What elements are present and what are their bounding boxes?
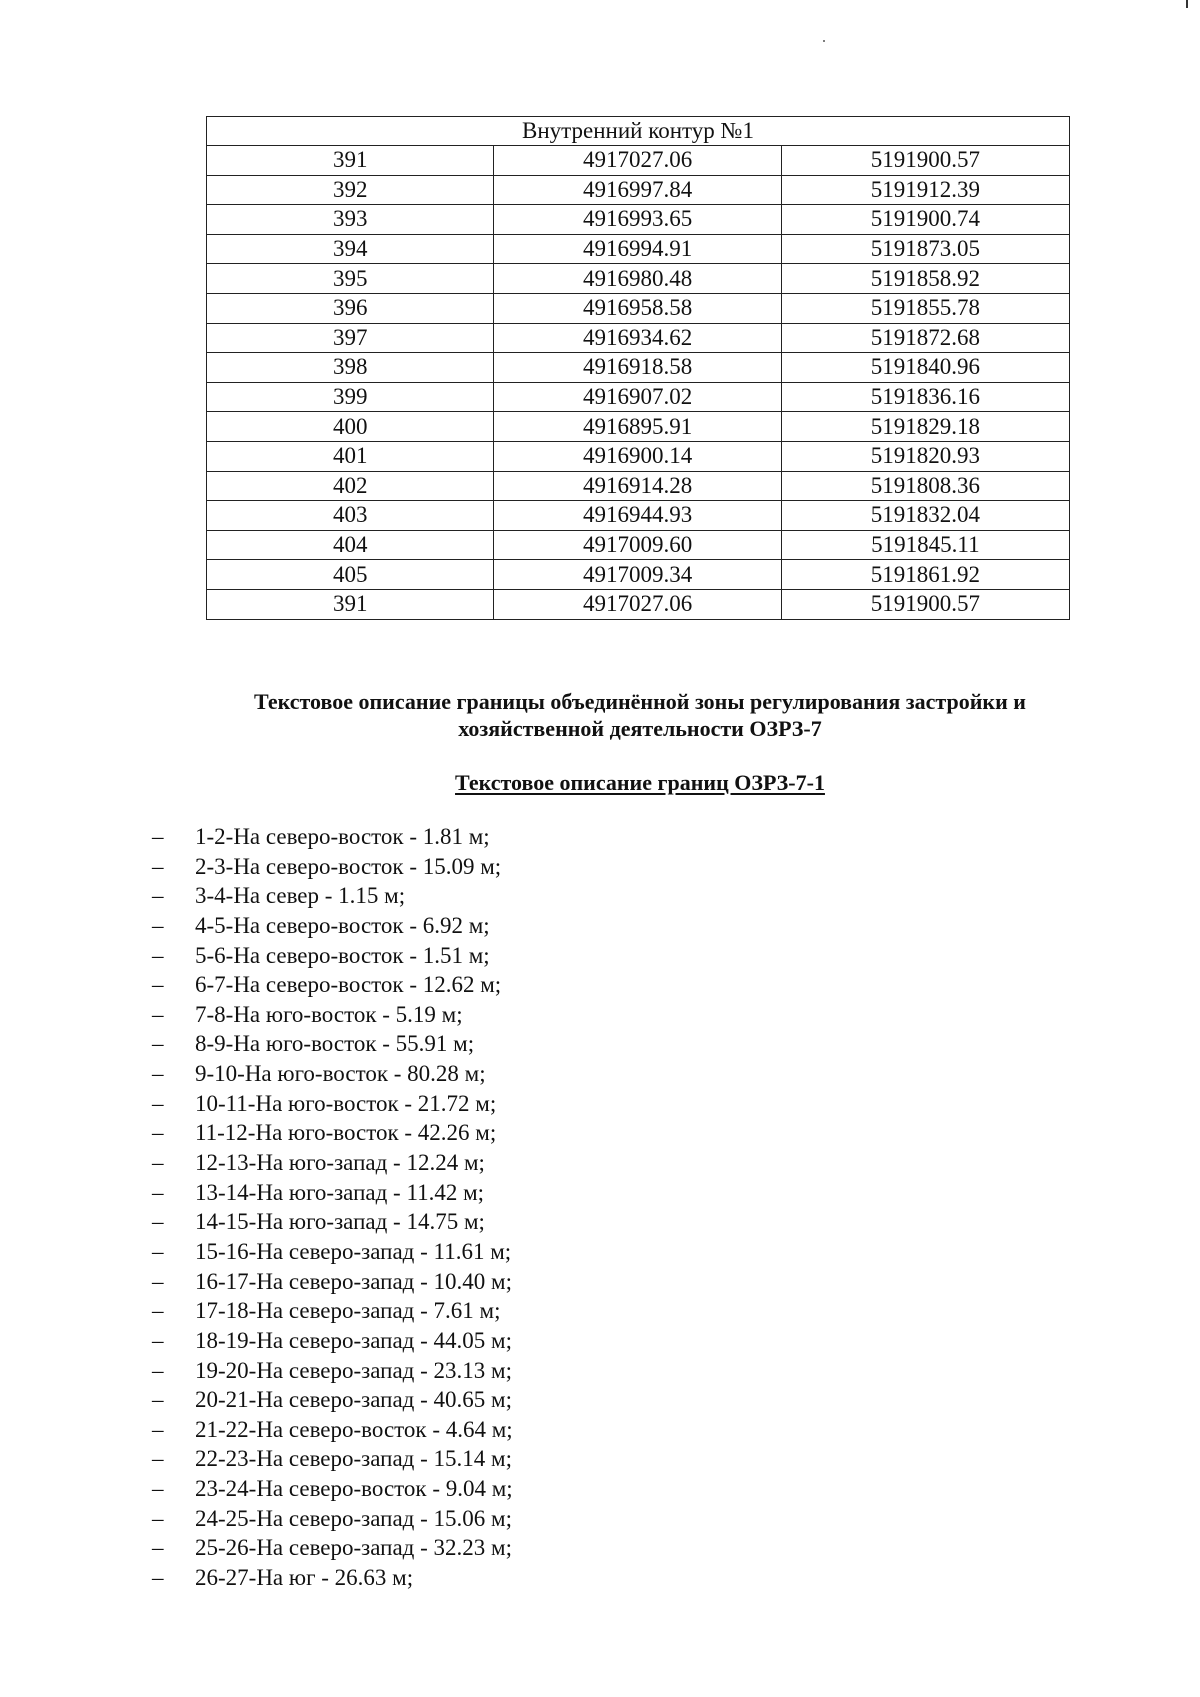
list-item: [152, 1563, 513, 1593]
list-item: [152, 911, 513, 941]
table-row: [207, 471, 1070, 501]
list-dash-marker: –: [152, 1416, 164, 1442]
subsection-title-text: Текстовое описание границ ОЗРЗ-7-1: [455, 770, 825, 795]
x-coordinate-cell: 4917009.34: [494, 560, 781, 590]
list-item-text: 17-18-На северо-запад - 7.61 м;: [195, 1298, 501, 1324]
list-item: [152, 1029, 513, 1059]
x-coordinate-cell: 4916934.62: [494, 323, 781, 353]
table-row: [207, 146, 1070, 176]
point-number-cell: 403: [207, 501, 494, 531]
table-row: [207, 441, 1070, 471]
list-dash-marker: –: [152, 1001, 164, 1027]
coordinates-table: [206, 116, 1070, 620]
table-row: [207, 323, 1070, 353]
y-coordinate-cell: 5191855.78: [781, 293, 1069, 323]
x-coordinate-cell: 4917009.60: [494, 530, 781, 560]
list-item-text: 16-17-На северо-запад - 10.40 м;: [195, 1268, 512, 1294]
list-item-text: 21-22-На северо-восток - 4.64 м;: [195, 1416, 513, 1442]
list-item: [152, 852, 513, 882]
list-item: [152, 941, 513, 971]
y-coordinate-cell: 5191820.93: [781, 441, 1069, 471]
table-row: [207, 412, 1070, 442]
list-item: [152, 1504, 513, 1534]
list-item: [152, 1089, 513, 1119]
y-coordinate-cell: 5191858.92: [781, 264, 1069, 294]
x-coordinate-cell: 4916993.65: [494, 205, 781, 235]
y-coordinate-cell: 5191873.05: [781, 234, 1069, 264]
x-coordinate-cell: 4916944.93: [494, 501, 781, 531]
list-item: [152, 1207, 513, 1237]
x-coordinate-cell: 4916907.02: [494, 382, 781, 412]
table-row: [207, 234, 1070, 264]
x-coordinate-cell: 4916895.91: [494, 412, 781, 442]
point-number-cell: 393: [207, 205, 494, 235]
list-item: [152, 1059, 513, 1089]
x-coordinate-cell: 4916980.48: [494, 264, 781, 294]
list-dash-marker: –: [152, 1238, 164, 1264]
list-item-text: 4-5-На северо-восток - 6.92 м;: [195, 912, 490, 938]
list-item: [152, 1148, 513, 1178]
list-item: [152, 1415, 513, 1445]
list-item: [152, 822, 513, 852]
point-number-cell: 404: [207, 530, 494, 560]
point-number-cell: 392: [207, 175, 494, 205]
list-dash-marker: –: [152, 1387, 164, 1413]
list-item-text: 24-25-На северо-запад - 15.06 м;: [195, 1505, 512, 1531]
list-item-text: 11-12-На юго-восток - 42.26 м;: [195, 1120, 497, 1146]
section-title: [200, 688, 1080, 742]
table-row: [207, 530, 1070, 560]
table-row: [207, 589, 1070, 619]
x-coordinate-cell: 4916997.84: [494, 175, 781, 205]
x-coordinate-cell: 4916900.14: [494, 441, 781, 471]
list-item-text: 2-3-На северо-восток - 15.09 м;: [195, 853, 502, 879]
list-dash-marker: –: [152, 1031, 164, 1057]
point-number-cell: 405: [207, 560, 494, 590]
subsection-title: [200, 769, 1080, 796]
list-item: [152, 970, 513, 1000]
list-dash-marker: –: [152, 1150, 164, 1176]
table-row: [207, 205, 1070, 235]
x-coordinate-cell: 4917027.06: [494, 589, 781, 619]
list-item-text: 7-8-На юго-восток - 5.19 м;: [195, 1001, 463, 1027]
list-item-text: 23-24-На северо-восток - 9.04 м;: [195, 1476, 513, 1502]
x-coordinate-cell: 4916958.58: [494, 293, 781, 323]
x-coordinate-cell: 4916994.91: [494, 234, 781, 264]
y-coordinate-cell: 5191832.04: [781, 501, 1069, 531]
list-dash-marker: –: [152, 883, 164, 909]
list-item: [152, 1533, 513, 1563]
list-dash-marker: –: [152, 1298, 164, 1324]
table-row: [207, 264, 1070, 294]
list-dash-marker: –: [152, 1268, 164, 1294]
list-dash-marker: –: [152, 853, 164, 879]
list-item: [152, 1178, 513, 1208]
y-coordinate-cell: 5191829.18: [781, 412, 1069, 442]
section-title-line-1: Текстовое описание границы объединённой зоны регулирования застройки и: [254, 689, 1026, 714]
table-row: [207, 293, 1070, 323]
list-item: [152, 1326, 513, 1356]
list-dash-marker: –: [152, 942, 164, 968]
list-item: [152, 1296, 513, 1326]
point-number-cell: 398: [207, 353, 494, 383]
list-item-text: 22-23-На северо-запад - 15.14 м;: [195, 1446, 512, 1472]
x-coordinate-cell: 4917027.06: [494, 146, 781, 176]
table-row: [207, 382, 1070, 412]
list-item: [152, 1356, 513, 1386]
y-coordinate-cell: 5191808.36: [781, 471, 1069, 501]
list-dash-marker: –: [152, 824, 164, 849]
y-coordinate-cell: 5191900.74: [781, 205, 1069, 235]
page-edge-mark: [1186, 0, 1188, 8]
y-coordinate-cell: 5191840.96: [781, 353, 1069, 383]
list-item-text: 26-27-На юг - 26.63 м;: [195, 1565, 414, 1591]
list-dash-marker: –: [152, 1565, 164, 1591]
point-number-cell: 400: [207, 412, 494, 442]
list-item: [152, 1474, 513, 1504]
list-item-text: 1-2-На северо-восток - 1.81 м;: [195, 824, 490, 849]
table-header: Внутренний контур №1: [207, 117, 1070, 146]
y-coordinate-cell: 5191836.16: [781, 382, 1069, 412]
list-item-text: 12-13-На юго-запад - 12.24 м;: [195, 1150, 485, 1176]
list-dash-marker: –: [152, 1505, 164, 1531]
table-row: [207, 501, 1070, 531]
list-dash-marker: –: [152, 1357, 164, 1383]
point-number-cell: 395: [207, 264, 494, 294]
scan-dot: [823, 40, 825, 42]
list-dash-marker: –: [152, 1120, 164, 1146]
list-dash-marker: –: [152, 1535, 164, 1561]
list-item: [152, 1444, 513, 1474]
list-item: [152, 881, 513, 911]
point-number-cell: 391: [207, 146, 494, 176]
list-item-text: 13-14-На юго-запад - 11.42 м;: [195, 1179, 485, 1205]
table-row: [207, 175, 1070, 205]
list-dash-marker: –: [152, 1090, 164, 1116]
list-dash-marker: –: [152, 1179, 164, 1205]
list-item-text: 18-19-На северо-запад - 44.05 м;: [195, 1327, 512, 1353]
y-coordinate-cell: 5191845.11: [781, 530, 1069, 560]
list-item-text: 10-11-На юго-восток - 21.72 м;: [195, 1090, 497, 1116]
list-item: [152, 1385, 513, 1415]
point-number-cell: 394: [207, 234, 494, 264]
list-item-text: 25-26-На северо-запад - 32.23 м;: [195, 1535, 512, 1561]
list-item: [152, 1000, 513, 1030]
table-row: [207, 560, 1070, 590]
list-item: [152, 1267, 513, 1297]
list-item-text: 5-6-На северо-восток - 1.51 м;: [195, 942, 490, 968]
y-coordinate-cell: 5191872.68: [781, 323, 1069, 353]
boundary-description-list: [152, 822, 513, 1593]
list-dash-marker: –: [152, 1446, 164, 1472]
y-coordinate-cell: 5191912.39: [781, 175, 1069, 205]
list-dash-marker: –: [152, 1061, 164, 1087]
list-dash-marker: –: [152, 972, 164, 998]
list-item: [152, 1237, 513, 1267]
list-item: [152, 1118, 513, 1148]
section-title-line-2: хозяйственной деятельности ОЗРЗ-7: [458, 716, 822, 741]
list-item-text: 15-16-На северо-запад - 11.61 м;: [195, 1238, 512, 1264]
list-item-text: 14-15-На юго-запад - 14.75 м;: [195, 1209, 485, 1235]
x-coordinate-cell: 4916914.28: [494, 471, 781, 501]
y-coordinate-cell: 5191900.57: [781, 146, 1069, 176]
point-number-cell: 396: [207, 293, 494, 323]
list-item-text: 6-7-На северо-восток - 12.62 м;: [195, 972, 502, 998]
point-number-cell: 401: [207, 441, 494, 471]
list-item-text: 9-10-На юго-восток - 80.28 м;: [195, 1061, 486, 1087]
point-number-cell: 399: [207, 382, 494, 412]
list-item-text: 20-21-На северо-запад - 40.65 м;: [195, 1387, 512, 1413]
list-item-text: 19-20-На северо-запад - 23.13 м;: [195, 1357, 512, 1383]
list-dash-marker: –: [152, 1476, 164, 1502]
point-number-cell: 397: [207, 323, 494, 353]
x-coordinate-cell: 4916918.58: [494, 353, 781, 383]
list-dash-marker: –: [152, 912, 164, 938]
list-dash-marker: –: [152, 1327, 164, 1353]
y-coordinate-cell: 5191861.92: [781, 560, 1069, 590]
list-item-text: 8-9-На юго-восток - 55.91 м;: [195, 1031, 475, 1057]
table-row: [207, 353, 1070, 383]
point-number-cell: 391: [207, 589, 494, 619]
point-number-cell: 402: [207, 471, 494, 501]
list-item-text: 3-4-На север - 1.15 м;: [195, 883, 406, 909]
list-dash-marker: –: [152, 1209, 164, 1235]
y-coordinate-cell: 5191900.57: [781, 589, 1069, 619]
